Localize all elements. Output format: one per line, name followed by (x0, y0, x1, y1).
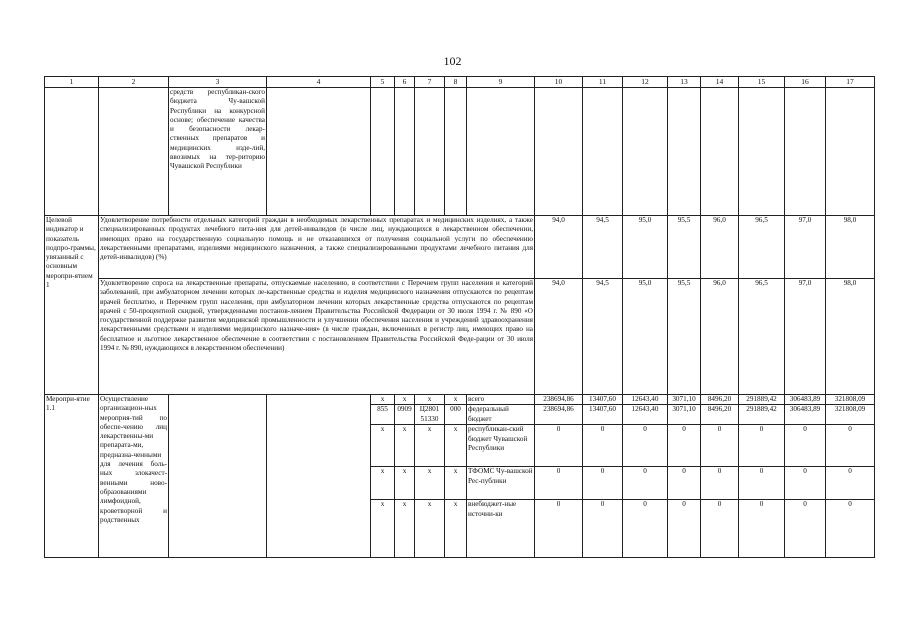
col-header: 8 (445, 77, 467, 88)
indicator-value: 98,0 (826, 216, 875, 279)
budget-code: Ц2801 51330 (415, 405, 445, 425)
funding-source: внебюджет-ные источни-ки (467, 500, 535, 558)
funding-value: 0 (739, 500, 785, 558)
indicator-value: 95,5 (668, 279, 701, 395)
indicator-value: 94,0 (535, 216, 583, 279)
indicator-value: 98,0 (826, 279, 875, 395)
budget-code: x (415, 467, 445, 500)
indicator-value: 97,0 (785, 216, 826, 279)
col-header: 16 (785, 77, 826, 88)
funding-value: 0 (535, 467, 583, 500)
budget-code: 000 (445, 405, 467, 425)
indicator-value: 96,0 (701, 216, 739, 279)
funding-value: 0 (739, 467, 785, 500)
funding-value: 0 (785, 467, 826, 500)
col-header: 12 (623, 77, 668, 88)
col-header: 6 (395, 77, 415, 88)
funding-value: 0 (701, 425, 739, 467)
funding-value: 13407,60 (583, 405, 623, 425)
funding-value: 0 (535, 500, 583, 558)
continuation-row (45, 88, 875, 216)
continuation-text: средств республикан-ского бюджета Чу-вашской Республики на конкурсной основе; обеспечение качества и безопасности лекар-ственных препаратов и медицинских изде-лий, ввозимых на тер-риторию Чувашской Республики (169, 88, 267, 216)
funding-value: 12643,40 (623, 405, 668, 425)
funding-value: 0 (623, 500, 668, 558)
funding-value: 0 (535, 425, 583, 467)
col-header: 4 (267, 77, 371, 88)
indicator-label: Целевой индикатор и показатель подпро-граммы, увязанный с основным меропри-ятием 1 (45, 216, 99, 395)
budget-code: x (395, 467, 415, 500)
funding-value: 238694,86 (535, 405, 583, 425)
budget-code: x (445, 500, 467, 558)
indicator-row (45, 279, 875, 395)
funding-value: 0 (583, 500, 623, 558)
funding-value: 321808,09 (826, 395, 875, 405)
funding-source: республикан-ский бюджет Чувашской Республики (467, 425, 535, 467)
funding-value: 0 (668, 500, 701, 558)
funding-value: 8496,20 (701, 405, 739, 425)
indicator-value: 95,5 (668, 216, 701, 279)
funding-value: 0 (785, 425, 826, 467)
budget-code: x (415, 395, 445, 405)
indicator-value: 95,0 (623, 216, 668, 279)
funding-value: 0 (583, 425, 623, 467)
funding-value: 0 (826, 467, 875, 500)
indicator-text: Удовлетворение спроса на лекарственные препараты, отпускаемые населению, в соответствии с Перечнем групп населения и категорий заболеваний, при амбулаторном лечении которых ле-карственные средства и изделия медицинского назначения отпускаются по рецептам врачей бесплатно, и Перечнем групп населения, при амбулаторном лечении которых лекарственные средства отпускаются по рецептам врачей с 50-процентной скидкой, утвержденными постанов-лением Правительства Российской Федерации от 30 июля 1994 г. № 890 «О государственной поддержке развития медицинской промышленности и улучшении обеспечения населения и учреждений здравоохранения лекарственными средствами и изделиями медицинского назначе-ния» (в числе граждан, включенных в регистр лиц, имеющих право на бесплатное и льготное лекарственное обеспечение в соответствии с постановлением Правительства Российской Феде-рации от 30 июля 1994 г. № 890, нуждающихся в лекарственном обеспечении) (99, 279, 535, 395)
funding-value: 3071,10 (668, 395, 701, 405)
col-header: 15 (739, 77, 785, 88)
budget-code: x (445, 395, 467, 405)
column-number-row (45, 77, 875, 88)
funding-value: 8496,20 (701, 395, 739, 405)
indicator-value: 96,5 (739, 279, 785, 395)
budget-code: x (395, 395, 415, 405)
col-header: 11 (583, 77, 623, 88)
col-header: 3 (169, 77, 267, 88)
program-table (44, 76, 875, 558)
indicator-text: Удовлетворение потребности отдельных категорий граждан в необходимых лекарственных препаратах и медицинских изделиях, а также специализированных продуктах лечебного пита-ния для детей-инвалидов (в числе лиц, нуждающихся в лекарственном обеспечении, имеющих право на государственную социальную помощь и не отказавшихся от получения социальной услуги по обеспечению лекарственными препаратами, изделиями медицинского назначения, а также специализированными продуктами лечебного питания для детей-инвалидов) (%) (99, 216, 535, 279)
funding-value: 321808,09 (826, 405, 875, 425)
budget-code: 855 (371, 405, 395, 425)
funding-value: 291889,42 (739, 395, 785, 405)
indicator-value: 96,0 (701, 279, 739, 395)
col-header: 17 (826, 77, 875, 88)
funding-value: 0 (623, 425, 668, 467)
budget-code: x (371, 425, 395, 467)
funding-source: ТФОМС Чу-вашской Рес-публики (467, 467, 535, 500)
indicator-value: 95,0 (623, 279, 668, 395)
col-header: 2 (99, 77, 169, 88)
funding-value: 12643,40 (623, 395, 668, 405)
col-header: 1 (45, 77, 99, 88)
funding-value: 13407,60 (583, 395, 623, 405)
budget-code: x (415, 500, 445, 558)
funding-source: федеральный бюджет (467, 405, 535, 425)
col-header: 13 (668, 77, 701, 88)
funding-value: 0 (668, 425, 701, 467)
page-number: 102 (443, 54, 462, 68)
budget-code: x (371, 500, 395, 558)
budget-code: x (371, 395, 395, 405)
funding-value: 306483,89 (785, 405, 826, 425)
funding-source: всего (467, 395, 535, 405)
budget-code: x (445, 467, 467, 500)
measure-description: Осуществление организацион-ных мероприя-тий по обеспе-чению лиц лекарственны-ми препарата-ми, предназна-ченными для лечения боль-ных злокачест-венными ново-образованиями лимфоидной, кроветворной и родственных (99, 395, 169, 558)
budget-code: 0909 (395, 405, 415, 425)
col-header: 10 (535, 77, 583, 88)
indicator-value: 94,5 (583, 216, 623, 279)
funding-value: 3071,10 (668, 405, 701, 425)
col-header: 5 (371, 77, 395, 88)
col-header: 14 (701, 77, 739, 88)
funding-value: 0 (826, 425, 875, 467)
funding-value: 0 (583, 467, 623, 500)
funding-value: 0 (701, 500, 739, 558)
funding-value: 0 (623, 467, 668, 500)
funding-value: 0 (785, 500, 826, 558)
col-header: 9 (467, 77, 535, 88)
budget-code: x (395, 500, 415, 558)
funding-value: 0 (668, 467, 701, 500)
col-header: 7 (415, 77, 445, 88)
funding-value: 291889,42 (739, 405, 785, 425)
funding-value: 0 (739, 425, 785, 467)
funding-row (45, 395, 875, 405)
indicator-value: 94,5 (583, 279, 623, 395)
indicator-value: 94,0 (535, 279, 583, 395)
indicator-value: 96,5 (739, 216, 785, 279)
funding-value: 238694,86 (535, 395, 583, 405)
indicator-row (45, 216, 875, 279)
budget-code: x (395, 425, 415, 467)
budget-code: x (371, 467, 395, 500)
funding-value: 0 (701, 467, 739, 500)
funding-value: 306483,89 (785, 395, 826, 405)
measure-label: Меропри-ятие 1.1 (45, 395, 99, 558)
indicator-value: 97,0 (785, 279, 826, 395)
funding-value: 0 (826, 500, 875, 558)
budget-code: x (415, 425, 445, 467)
budget-code: x (445, 425, 467, 467)
